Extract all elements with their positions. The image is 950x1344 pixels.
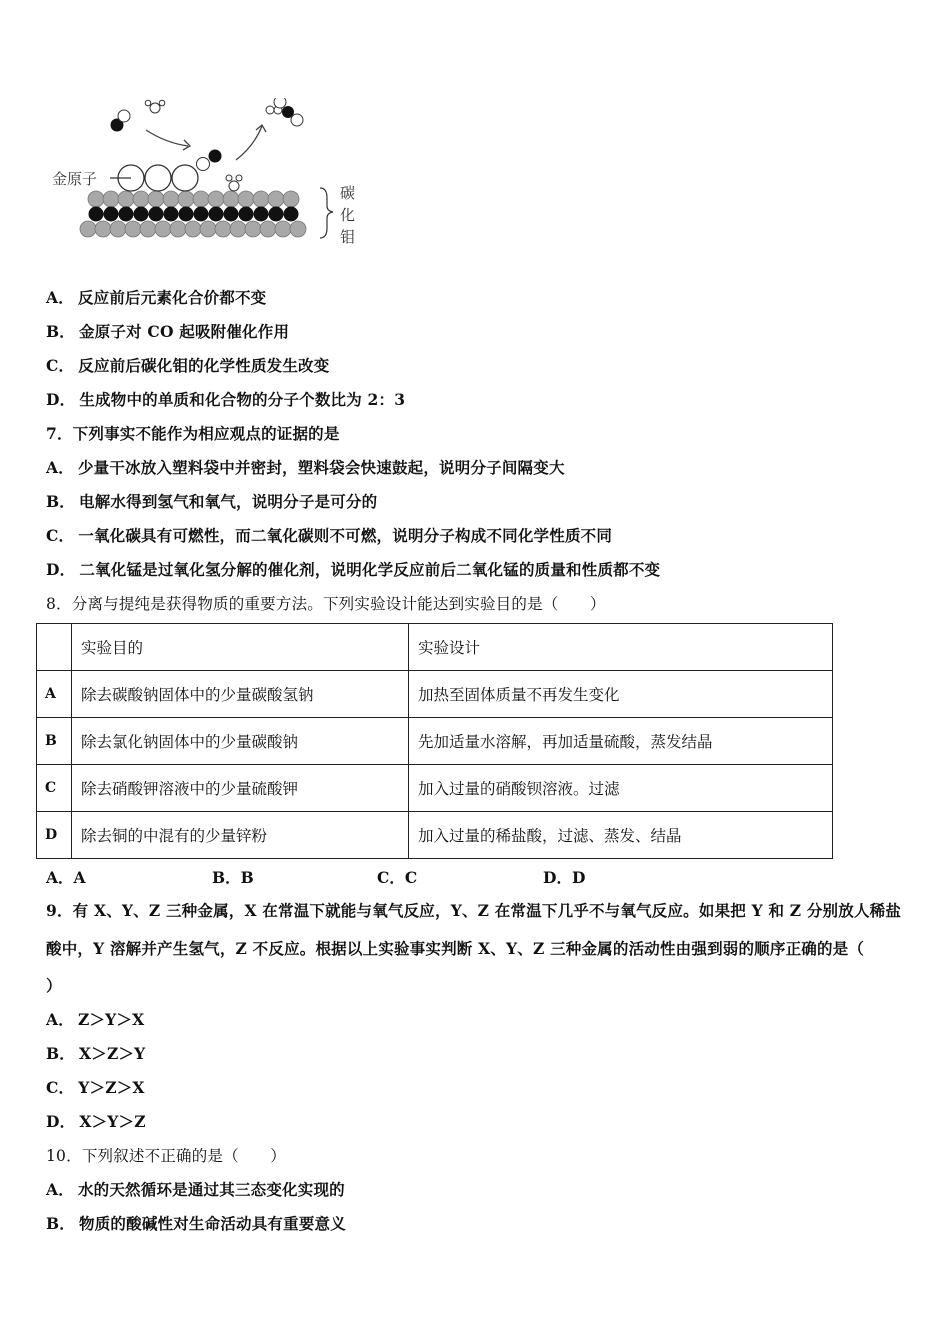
option-text: 物质的酸碱性对生命活动具有重要意义 xyxy=(79,1214,346,1233)
option-letter: C． xyxy=(46,356,75,375)
row-label: C xyxy=(37,765,72,812)
experiment-table xyxy=(36,623,833,859)
option-text: 生成物中的单质和化合物的分子个数比为 2：3 xyxy=(79,390,406,409)
q9-option-c xyxy=(46,1076,145,1098)
option-text: 少量干冰放入塑料袋中并密封，塑料袋会快速鼓起，说明分子间隔变大 xyxy=(77,458,565,477)
q9-stem-line-2: 酸中，Y 溶解并产生氢气，Z 不反应。根据以上实验事实判断 X、Y、Z 三种金属的活动性由强到弱的顺序正确的是（ xyxy=(46,939,865,958)
q9-option-d xyxy=(46,1110,146,1132)
option-text: X＞Y＞Z xyxy=(79,1112,146,1131)
option-letter: C． xyxy=(46,526,75,545)
q6-option-d xyxy=(46,388,405,410)
option-letter: A． xyxy=(46,1010,74,1029)
support-label-char: 碳 xyxy=(340,184,356,202)
row-purpose: 除去氯化钠固体中的少量碳酸钠 xyxy=(72,718,409,765)
option-letter: C． xyxy=(46,1078,75,1097)
q6-option-b xyxy=(46,320,289,342)
row-label: B xyxy=(37,718,72,765)
q9-option-a xyxy=(46,1008,144,1030)
row-design: 加热至固体质量不再发生变化 xyxy=(409,671,833,718)
carbon-atom-layer xyxy=(89,207,299,222)
option-letter: D． xyxy=(46,560,76,579)
table-row xyxy=(37,671,833,718)
option-text: X＞Z＞Y xyxy=(79,1044,146,1063)
table-header-cell: 实验设计 xyxy=(409,624,833,671)
option-letter: B． xyxy=(46,1214,76,1233)
q6-option-c xyxy=(46,354,329,376)
q7-option-a xyxy=(46,456,565,478)
row-design: 加入过量的稀盐酸，过滤、蒸发、结晶 xyxy=(409,812,833,859)
table-row xyxy=(37,812,833,859)
option-letter: B． xyxy=(46,1044,76,1063)
option-text: 一氧化碳具有可燃性，而二氧化碳则不可燃，说明分子构成不同化学性质不同 xyxy=(78,526,613,545)
support-label-char: 化 xyxy=(340,206,356,224)
option-text: Z＞Y＞X xyxy=(77,1010,145,1029)
table-row xyxy=(37,718,833,765)
table-row xyxy=(37,765,833,812)
option-text: 金原子对 CO 起吸附催化作用 xyxy=(79,322,290,341)
table-header-cell: 实验目的 xyxy=(72,624,409,671)
option-letter: D． xyxy=(46,390,76,409)
q6-option-a xyxy=(46,286,266,308)
q10-option-b xyxy=(46,1212,346,1234)
q7-option-c xyxy=(46,524,612,546)
q8-choice-b: B．B xyxy=(212,868,254,887)
option-text: Y＞Z＞X xyxy=(78,1078,145,1097)
option-letter: A． xyxy=(46,288,74,307)
gold-atom-label: 金原子 xyxy=(52,170,98,188)
row-design: 加入过量的硝酸钡溶液。过滤 xyxy=(409,765,833,812)
q8-choice-c: C．C xyxy=(377,868,418,887)
option-letter: B． xyxy=(46,322,76,341)
q9-option-b xyxy=(46,1042,145,1064)
option-letter: A． xyxy=(46,1180,74,1199)
row-label: D xyxy=(37,812,72,859)
q7-option-b xyxy=(46,490,377,512)
q9-stem-line-3: ） xyxy=(46,976,62,995)
support-label xyxy=(340,182,358,248)
option-letter: B． xyxy=(46,492,76,511)
option-letter: A． xyxy=(46,458,74,477)
row-purpose: 除去铜的中混有的少量锌粉 xyxy=(72,812,409,859)
option-letter: D． xyxy=(46,1112,76,1131)
option-text: 二氧化锰是过氧化氢分解的催化剂，说明化学反应前后二氧化锰的质量和性质都不变 xyxy=(79,560,661,579)
option-text: 水的天然循环是通过其三态变化实现的 xyxy=(77,1180,345,1199)
q10-option-a xyxy=(46,1178,345,1200)
option-text: 反应前后碳化钼的化学性质发生改变 xyxy=(78,356,330,375)
q9-stem-line-1: 9．有 X、Y、Z 三种金属，X 在常温下就能与氧气反应，Y、Z 在常温下几乎不与氧气反应。如果把 Y 和 Z 分别放人稀盐 xyxy=(46,901,902,920)
q8-choice-a: A．A xyxy=(46,868,86,887)
reaction-diagram xyxy=(48,98,368,258)
table-header-cell xyxy=(37,624,72,671)
row-purpose: 除去硝酸钾溶液中的少量硫酸钾 xyxy=(72,765,409,812)
row-purpose: 除去碳酸钠固体中的少量碳酸氢钠 xyxy=(72,671,409,718)
q8-stem: 8．分离与提纯是获得物质的重要方法。下列实验设计能达到实验目的是（ ） xyxy=(46,595,606,613)
option-text: 电解水得到氢气和氧气，说明分子是可分的 xyxy=(79,492,378,511)
row-label: A xyxy=(37,671,72,718)
q10-stem: 10．下列叙述不正确的是（ ） xyxy=(46,1147,286,1165)
q8-choice-d: D．D xyxy=(543,868,586,887)
q7-option-d xyxy=(46,558,660,580)
row-design: 先加适量水溶解，再加适量硫酸，蒸发结晶 xyxy=(409,718,833,765)
option-text: 反应前后元素化合价都不变 xyxy=(77,288,267,307)
q7-stem: 7．下列事实不能作为相应观点的证据的是 xyxy=(46,424,340,443)
support-label-char: 钼 xyxy=(340,228,356,246)
table-header-row xyxy=(37,624,833,671)
